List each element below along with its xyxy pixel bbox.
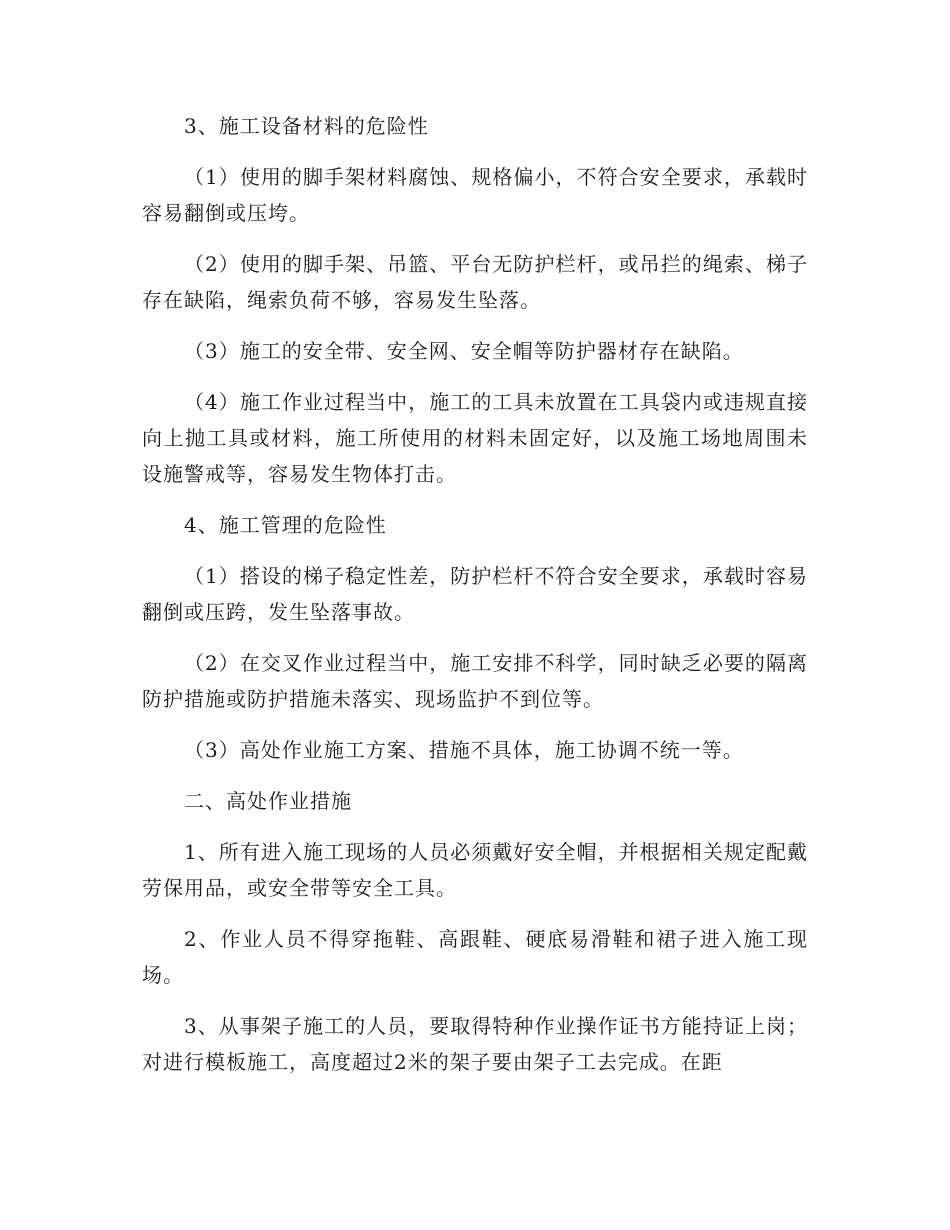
paragraph: 1、所有进入施工现场的人员必须戴好安全帽，并根据相关规定配戴劳保用品，或安全带等安全工具。 xyxy=(142,840,808,900)
paragraph: （3）施工的安全带、安全网、安全帽等防护器材存在缺陷。 xyxy=(184,339,744,363)
section-heading: 二、高处作业措施 xyxy=(184,789,352,813)
paragraph: （2）在交叉作业过程当中，施工安排不科学，同时缺乏必要的隔离防护措施或防护措施未落实、现场监护不到位等。 xyxy=(142,651,808,711)
paragraph: （1）搭设的梯子稳定性差，防护栏杆不符合安全要求，承载时容易翻倒或压跨，发生坠落事故。 xyxy=(142,564,808,624)
document-body xyxy=(142,108,808,1095)
section-heading: 4、施工管理的危险性 xyxy=(184,513,387,537)
section-heading: 3、施工设备材料的危险性 xyxy=(184,114,429,138)
paragraph: 3、从事架子施工的人员，要取得特种作业操作证书方能持证上岗；对进行模板施工，高度超过2米的架子要由架子工去完成。在距 xyxy=(142,1014,808,1074)
paragraph: （3）高处作业施工方案、措施不具体，施工协调不统一等。 xyxy=(184,738,744,762)
paragraph: （4）施工作业过程当中，施工的工具未放置在工具袋内或违规直接向上抛工具或材料，施工所使用的材料未固定好，以及施工场地周围未设施警戒等，容易发生物体打击。 xyxy=(142,390,808,486)
paragraph: （1）使用的脚手架材料腐蚀、规格偏小，不符合安全要求，承载时容易翻倒或压垮。 xyxy=(142,165,808,225)
paragraph: （2）使用的脚手架、吊篮、平台无防护栏杆，或吊拦的绳索、梯子存在缺陷，绳索负荷不够，容易发生坠落。 xyxy=(142,252,808,312)
paragraph: 2、作业人员不得穿拖鞋、高跟鞋、硬底易滑鞋和裙子进入施工现场。 xyxy=(142,927,808,987)
